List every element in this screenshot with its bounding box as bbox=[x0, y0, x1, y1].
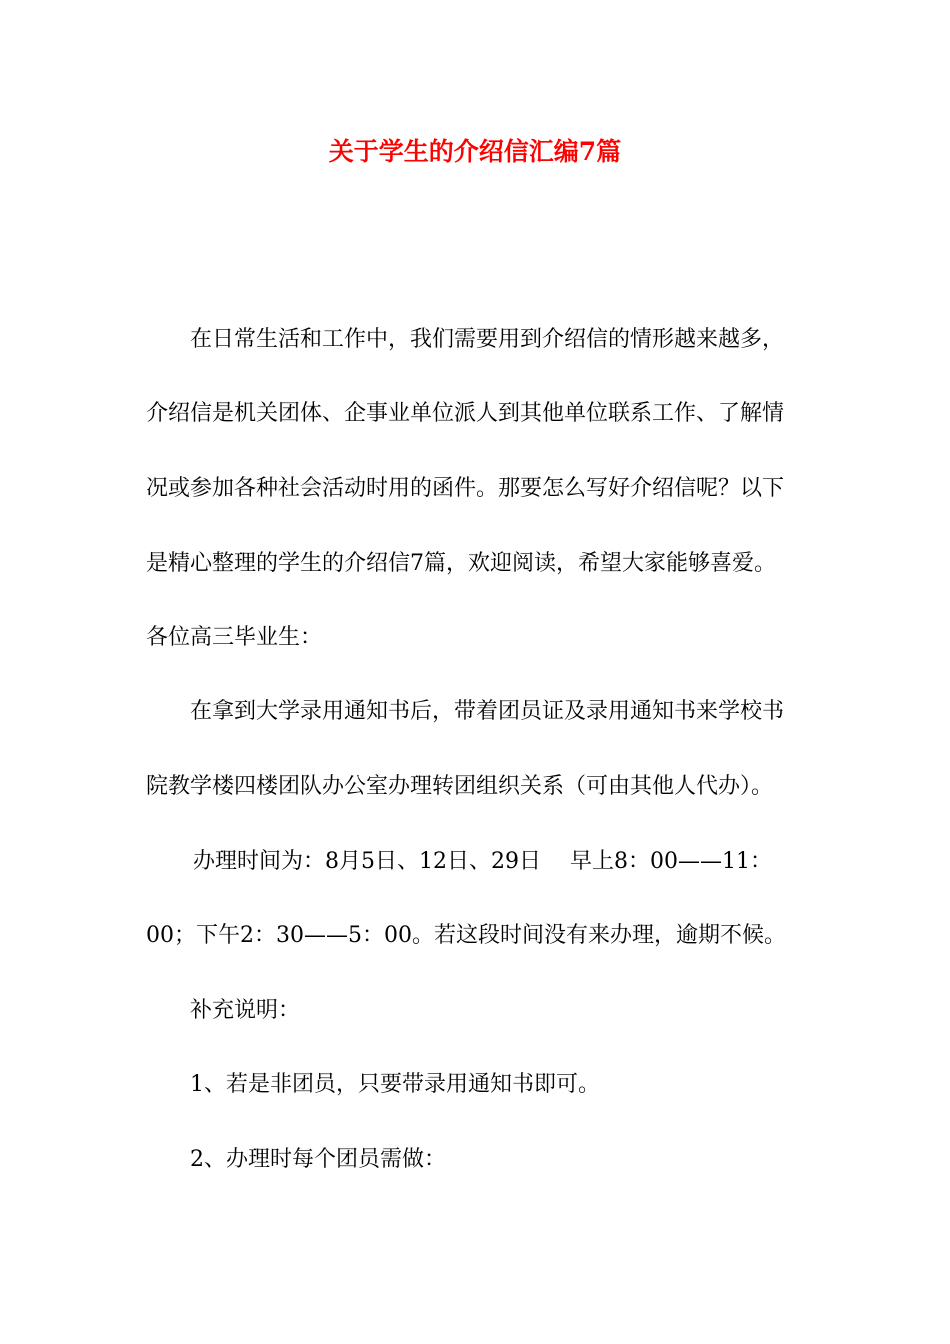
paragraph-line: 况或参加各种社会活动时用的函件。那要怎么写好介绍信呢？以下 bbox=[146, 476, 785, 501]
paragraph-line: 在日常生活和工作中，我们需要用到介绍信的情形越来越多， bbox=[190, 327, 785, 352]
paragraph-line: 是精心整理的学生的介绍信7篇，欢迎阅读，希望大家能够喜爱。 bbox=[146, 551, 776, 576]
paragraph-line: 补充说明： bbox=[190, 998, 301, 1023]
list-item: 2、办理时每个团员需做： bbox=[190, 1147, 446, 1172]
paragraph-line: 00；下午2：30——5：00。若这段时间没有来办理，逾期不候。 bbox=[146, 923, 786, 948]
paragraph-line: 介绍信是机关团体、企事业单位派人到其他单位联系工作、了解情 bbox=[146, 401, 785, 426]
paragraph-line: 办理时间为：8月5日、12日、29日 早上8：00——11： bbox=[193, 849, 772, 874]
salutation-line: 各位高三毕业生： bbox=[146, 625, 323, 650]
list-item: 1、若是非团员，只要带录用通知书即可。 bbox=[190, 1072, 600, 1097]
document-title: 关于学生的介绍信汇编7篇 bbox=[328, 137, 622, 166]
paragraph-line: 在拿到大学录用通知书后，带着团员证及录用通知书来学校书 bbox=[190, 699, 785, 724]
paragraph-line: 院教学楼四楼团队办公室办理转团组织关系（可由其他人代办）。 bbox=[146, 774, 774, 799]
